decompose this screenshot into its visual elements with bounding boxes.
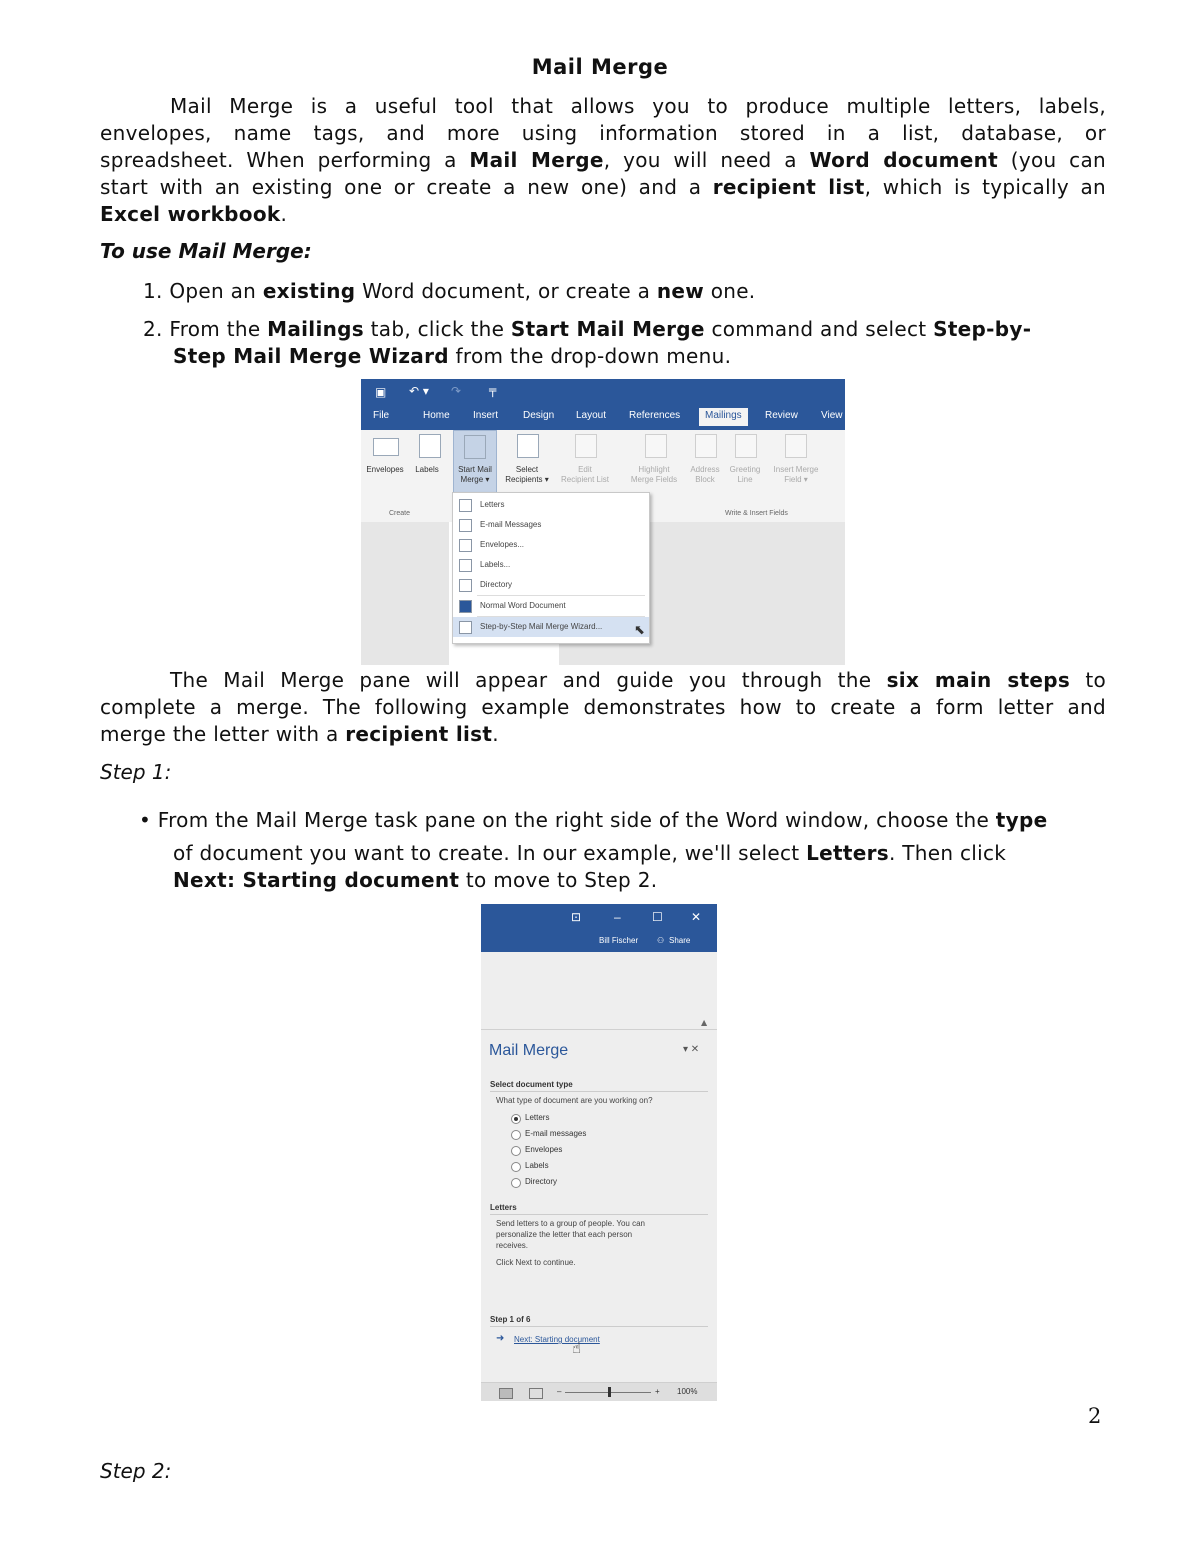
tab-layout[interactable]: Layout xyxy=(576,410,607,421)
letters-heading: Letters xyxy=(490,1203,517,1212)
intro-line-5: Excel workbook. xyxy=(100,202,288,226)
group-write-insert-label: Write & Insert Fields xyxy=(725,510,788,517)
letters-description-2: personalize the letter that each person xyxy=(496,1230,633,1239)
intro-line-2: envelopes, name tags, and more using information stored in a list, database, or xyxy=(100,121,1106,145)
radio-labels[interactable] xyxy=(511,1162,521,1172)
insert-merge-label-2: Field ▾ xyxy=(784,475,808,484)
step-item-2-cont: Step Mail Merge Wizard from the drop-down menu. xyxy=(173,344,732,368)
highlight-merge-fields-icon xyxy=(645,434,667,458)
scroll-up-icon[interactable]: ▲ xyxy=(701,1018,708,1027)
group-create-label: Create xyxy=(389,510,411,517)
minimize-icon[interactable]: – xyxy=(614,910,621,924)
greeting-label-1: Greeting xyxy=(729,465,761,474)
step-1-bullet-line-3: Next: Starting document to move to Step 2. xyxy=(173,868,658,892)
select-recipients-label-1[interactable]: Select xyxy=(515,465,539,474)
edit-recipient-list-label-1: Edit xyxy=(578,465,592,474)
tab-design[interactable]: Design xyxy=(523,410,555,421)
greeting-label-2: Line xyxy=(737,475,753,484)
start-mail-merge-label-2: Merge ▾ xyxy=(460,475,490,484)
tab-references[interactable]: References xyxy=(629,410,681,421)
option-labels-label: Labels xyxy=(525,1161,549,1170)
ribbon-tabs xyxy=(361,406,845,430)
user-name[interactable]: Bill Fischer xyxy=(599,936,639,945)
edit-recipient-list-icon xyxy=(575,434,597,458)
email-icon xyxy=(459,519,472,532)
highlight-label-1: Highlight xyxy=(638,465,670,474)
zoom-out-icon[interactable]: – xyxy=(557,1387,562,1396)
radio-email[interactable] xyxy=(511,1130,521,1140)
address-block-icon xyxy=(695,434,717,458)
envelope-icon xyxy=(373,438,399,456)
menu-item-step-by-step-wizard[interactable]: Step-by-Step Mail Merge Wizard... xyxy=(453,617,649,637)
web-layout-icon[interactable] xyxy=(529,1388,543,1399)
menu-item-letters[interactable]: Letters xyxy=(453,495,649,515)
letters-description-3: receives. xyxy=(496,1241,529,1250)
pane-close-icon[interactable]: ▾ ✕ xyxy=(683,1044,700,1055)
edit-recipient-list-label-2: Recipient List xyxy=(560,475,610,484)
taskpane-screenshot xyxy=(481,904,717,1401)
zoom-slider-knob[interactable] xyxy=(608,1387,611,1397)
start-mail-merge-button[interactable] xyxy=(453,430,497,494)
share-button[interactable]: Share xyxy=(669,936,691,945)
menu-item-directory[interactable]: Directory xyxy=(453,575,649,595)
directory-icon xyxy=(459,579,472,592)
option-email-label: E-mail messages xyxy=(525,1129,587,1138)
option-directory-label: Directory xyxy=(525,1177,558,1186)
document-type-question: What type of document are you working on? xyxy=(496,1096,653,1105)
step-1-bullet-line-2: of document you want to create. In our example, we'll select Letters. Then click xyxy=(173,841,1007,865)
zoom-level[interactable]: 100% xyxy=(677,1387,698,1396)
letters-description-1: Send letters to a group of people. You can xyxy=(496,1219,646,1228)
save-icon[interactable]: ▣ xyxy=(375,385,387,399)
envelopes-icon xyxy=(459,539,472,552)
pane-divider xyxy=(481,1029,717,1030)
address-label-1: Address xyxy=(690,465,720,474)
highlight-label-2: Merge Fields xyxy=(630,475,678,484)
step-of-text: Step 1 of 6 xyxy=(490,1315,531,1324)
tab-mailings[interactable]: Mailings xyxy=(699,408,748,426)
menu-item-envelopes[interactable]: Envelopes... xyxy=(453,535,649,555)
pane-line-1: The Mail Merge pane will appear and guide you through the six main steps to xyxy=(170,668,1106,692)
step-1-label: Step 1: xyxy=(100,760,172,784)
status-bar xyxy=(481,1382,717,1401)
option-envelopes-label: Envelopes xyxy=(525,1145,563,1154)
next-arrow-icon: ➜ xyxy=(496,1333,505,1344)
intro-line-1: Mail Merge is a useful tool that allows you to produce multiple letters, labels, xyxy=(170,94,1106,118)
pane-rule-1 xyxy=(490,1091,708,1092)
option-letters-label: Letters xyxy=(525,1113,550,1122)
pane-paragraph xyxy=(100,667,1106,748)
step-1-bullet-line-1: • From the Mail Merge task pane on the right side of the Word window, choose the type xyxy=(139,808,1048,832)
pane-line-3: merge the letter with a recipient list. xyxy=(100,722,499,746)
menu-item-normal-document[interactable]: Normal Word Document xyxy=(453,596,649,616)
maximize-icon[interactable]: ☐ xyxy=(652,910,663,924)
ribbon-screenshot xyxy=(361,379,845,665)
pane-title: Mail Merge xyxy=(489,1042,569,1059)
step-2-label: Step 2: xyxy=(100,1459,172,1483)
undo-icon[interactable]: ↶ ▾ xyxy=(409,384,429,398)
menu-item-email[interactable]: E-mail Messages xyxy=(453,515,649,535)
pane-line-2: complete a merge. The following example demonstrates how to create a form letter and xyxy=(100,695,1106,719)
quick-access-toolbar xyxy=(361,379,845,406)
greeting-line-icon xyxy=(735,434,757,458)
next-starting-document-link[interactable]: Next: Starting document xyxy=(514,1335,600,1344)
letters-icon xyxy=(459,499,472,512)
step-item-2: 2. From the Mailings tab, click the Start Mail Merge command and select Step-by- xyxy=(143,317,1032,341)
intro-paragraph xyxy=(100,93,1106,228)
radio-envelopes[interactable] xyxy=(511,1146,521,1156)
click-next-text: Click Next to continue. xyxy=(496,1258,576,1267)
menu-item-labels[interactable]: Labels... xyxy=(453,555,649,575)
select-recipients-icon xyxy=(517,434,539,458)
intro-line-4: start with an existing one or create a new one) and a recipient list, which is typically an xyxy=(100,175,1106,199)
labels-icon xyxy=(419,434,441,458)
tab-review[interactable]: Review xyxy=(765,410,798,421)
address-label-2: Block xyxy=(695,475,715,484)
radio-directory[interactable] xyxy=(511,1178,521,1188)
redo-icon: ↷ xyxy=(451,384,462,398)
pane-rule-3 xyxy=(490,1326,708,1327)
word-icon xyxy=(459,600,472,613)
start-mail-merge-icon xyxy=(464,435,486,459)
print-layout-icon[interactable] xyxy=(499,1388,513,1399)
insert-merge-label-1: Insert Merge xyxy=(773,465,819,474)
labels-menu-icon xyxy=(459,559,472,572)
customize-qat-icon[interactable]: ╤ xyxy=(489,383,497,397)
start-mail-merge-dropdown xyxy=(452,492,650,644)
start-mail-merge-label-1: Start Mail xyxy=(458,465,492,474)
tab-file[interactable]: File xyxy=(373,410,390,421)
section-heading: To use Mail Merge: xyxy=(100,239,312,263)
intro-line-3: spreadsheet. When performing a Mail Merge, you will need a Word document (you can xyxy=(100,148,1106,172)
tab-insert[interactable]: Insert xyxy=(473,410,499,421)
page-number: 2 xyxy=(1088,1404,1102,1428)
close-icon[interactable]: ✕ xyxy=(691,910,702,924)
select-document-type-heading: Select document type xyxy=(490,1080,573,1089)
step-item-1: 1. Open an existing Word document, or create a new one. xyxy=(143,279,756,303)
zoom-in-icon[interactable]: + xyxy=(655,1387,660,1396)
radio-letters[interactable] xyxy=(511,1114,521,1124)
envelopes-button[interactable]: Envelopes xyxy=(366,465,404,474)
window-titlebar xyxy=(481,904,717,952)
select-recipients-label-2[interactable]: Recipients ▾ xyxy=(505,475,549,484)
tab-view[interactable]: View xyxy=(821,410,843,421)
share-icon[interactable]: ⚇ xyxy=(657,936,665,945)
tab-home[interactable]: Home xyxy=(423,410,450,421)
wizard-icon xyxy=(459,621,472,634)
pane-rule-2 xyxy=(490,1214,708,1215)
page-title: Mail Merge xyxy=(531,55,669,79)
hand-cursor-icon: ☝ xyxy=(572,1339,582,1357)
insert-merge-field-icon xyxy=(785,434,807,458)
labels-button[interactable]: Labels xyxy=(415,465,439,474)
mouse-cursor-icon: ⬉ xyxy=(634,623,645,638)
ribbon-display-icon[interactable]: ⊡ xyxy=(571,910,582,924)
